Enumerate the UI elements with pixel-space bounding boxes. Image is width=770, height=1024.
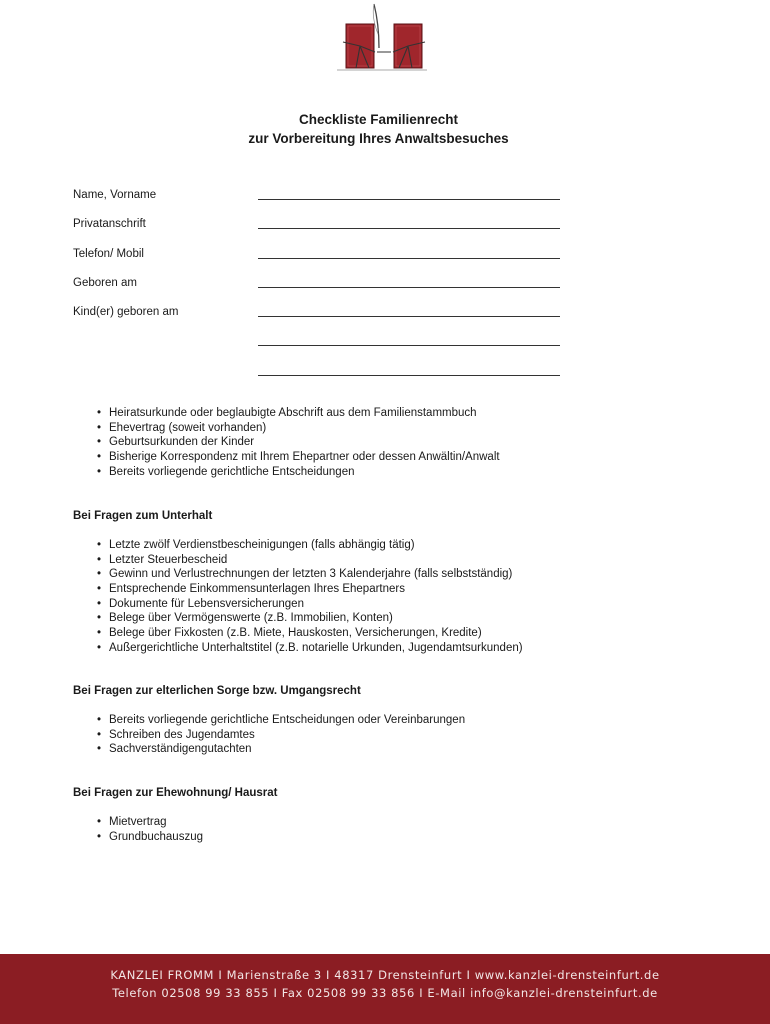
list-item: • Grundbuchauszug [97, 830, 203, 845]
ehewohnung-documents-list [97, 815, 203, 844]
sorge-documents-list [97, 713, 465, 757]
fill-in-line[interactable] [258, 228, 560, 229]
field-label: Privatanschrift [73, 218, 146, 231]
field-label: Geboren am [73, 276, 137, 289]
field-birthdate [73, 275, 563, 304]
footer-bar [0, 954, 770, 1024]
footer-contact: Telefon 02508 99 33 855 I Fax 02508 99 33 856 I E-Mail info@kanzlei-drensteinfurt.de [112, 986, 658, 1000]
fill-in-line[interactable] [258, 345, 560, 346]
fill-in-line[interactable] [258, 316, 560, 317]
list-item: • Ehevertrag (soweit vorhanden) [97, 421, 500, 436]
list-item: • Schreiben des Jugendamtes [97, 728, 465, 743]
list-item: • Letzter Steuerbescheid [97, 553, 523, 568]
section-title-unterhalt: Bei Fragen zum Unterhalt [73, 510, 213, 522]
section-title-ehewohnung: Bei Fragen zur Ehewohnung/ Hausrat [73, 787, 278, 799]
list-item: • Letzte zwölf Verdienstbescheinigungen (falls abhängig tätig) [97, 538, 523, 553]
field-children-extra-2 [73, 363, 563, 392]
fill-in-line[interactable] [258, 287, 560, 288]
unterhalt-documents-list [97, 538, 523, 656]
list-item: • Bereits vorliegende gerichtliche Entscheidungen oder Vereinbarungen [97, 713, 465, 728]
title-line-1: Checkliste Familienrecht [298, 112, 459, 127]
field-name [73, 187, 563, 216]
field-label: Name, Vorname [73, 189, 157, 201]
personal-data-fields [73, 187, 563, 392]
list-item: • Bereits vorliegende gerichtliche Entscheidungen [97, 465, 500, 480]
list-item: • Bisherige Korrespondenz mit Ihrem Ehepartner oder dessen Anwältin/Anwalt [97, 450, 500, 465]
document-title [0, 110, 757, 148]
list-item: • Gewinn und Verlustrechnungen der letzten 3 Kalenderjahre (falls selbstständig) [97, 567, 523, 582]
title-line-2: zur Vorbereitung Ihres Anwaltsbesuches [248, 131, 509, 146]
field-label: Kind(er) geboren am [73, 306, 179, 319]
list-item: • Außergerichtliche Unterhaltstitel (z.B. notarielle Urkunden, Jugendamtsurkunden) [97, 641, 523, 656]
list-item: • Heiratsurkunde oder beglaubigte Abschrift aus dem Familienstammbuch [97, 406, 500, 421]
field-children [73, 304, 563, 333]
list-item: • Entsprechende Einkommensunterlagen Ihres Ehepartners [97, 582, 523, 597]
list-item: • Sachverständigengutachten [97, 742, 465, 757]
field-address [73, 216, 563, 245]
fill-in-line[interactable] [258, 199, 560, 200]
list-item: • Mietvertrag [97, 815, 203, 830]
general-documents-list [97, 406, 500, 479]
fill-in-line[interactable] [258, 375, 560, 376]
list-item: • Belege über Vermögenswerte (z.B. Immobilien, Konten) [97, 611, 523, 626]
field-label: Telefon/ Mobil [73, 247, 144, 260]
footer-address: KANZLEI FROMM I Marienstraße 3 I 48317 Drensteinfurt I www.kanzlei-drensteinfurt.de [110, 968, 660, 982]
list-item: • Belege über Fixkosten (z.B. Miete, Hauskosten, Versicherungen, Kredite) [97, 626, 523, 641]
list-item: • Dokumente für Lebensversicherungen [97, 597, 523, 612]
section-title-sorge: Bei Fragen zur elterlichen Sorge bzw. Umgangsrecht [73, 685, 361, 697]
fill-in-line[interactable] [258, 258, 560, 259]
kanzlei-logo [333, 2, 427, 74]
field-children-extra-1 [73, 333, 563, 362]
field-phone [73, 246, 563, 275]
list-item: • Geburtsurkunden der Kinder [97, 435, 500, 450]
